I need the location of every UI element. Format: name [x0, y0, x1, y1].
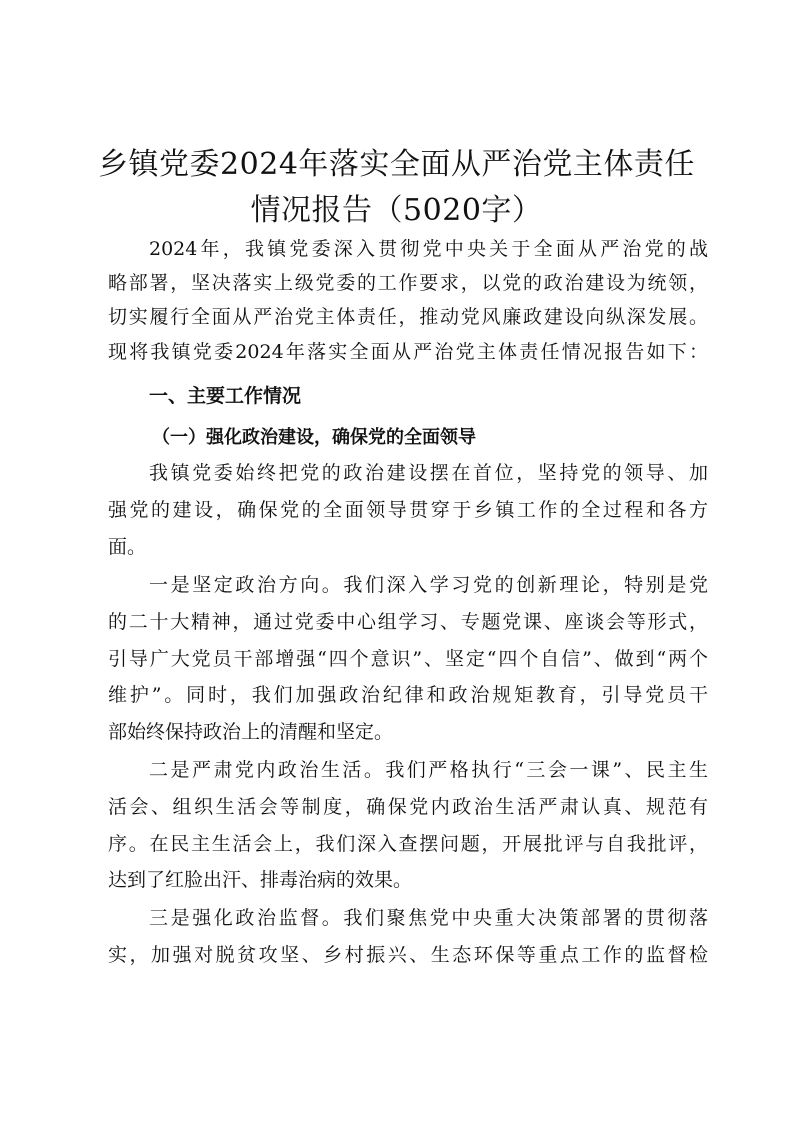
- paragraph-3-line-1: 二是严肃党内政治生活。我们严格执行“三会一课”、民主生: [149, 759, 708, 781]
- subsection-heading: （一）强化政治建设，确保党的全面领导: [152, 427, 476, 448]
- paragraph-2-line-2: 的二十大精神，通过党委中心组学习、专题党课、座谈会等形式，: [108, 611, 708, 633]
- section-heading: 一、主要工作情况: [149, 385, 302, 407]
- paragraph-3-line-4: 达到了红脸出汗、排毒治病的效果。: [108, 869, 413, 891]
- paragraph-2-line-1: 一是坚定政治方向。我们深入学习党的创新理论，特别是党: [149, 574, 708, 596]
- intro-line-1: 2024年，我镇党委深入贯彻党中央关于全面从严治党的战: [149, 238, 708, 260]
- paragraph-3-line-3: 序。在民主生活会上，我们深入查摆问题，开展批评与自我批评，: [108, 833, 708, 855]
- paragraph-1-line-3: 面。: [108, 536, 147, 558]
- intro-line-3: 切实履行全面从严治党主体责任，推动党风廉政建设向纵深发展。: [108, 306, 708, 328]
- paragraph-4-line-2: 实，加强对脱贫攻坚、乡村振兴、生态环保等重点工作的监督检: [108, 944, 708, 966]
- paragraph-2-line-4: 维护”。同时，我们加强政治纪律和政治规矩教育，引导党员干: [108, 684, 708, 706]
- document-title-line-1: 乡镇党委2024年落实全面从严治党主体责任: [98, 147, 695, 182]
- intro-line-4: 现将我镇党委2024年落实全面从严治党主体责任情况报告如下：: [108, 341, 708, 363]
- paragraph-3-line-2: 活会、组织生活会等制度，确保党内政治生活严肃认真、规范有: [108, 796, 708, 818]
- paragraph-2-line-5: 部始终保持政治上的清醒和坚定。: [108, 721, 394, 743]
- document-title-line-2: 情况报告（5020字）: [250, 193, 543, 228]
- paragraph-1-line-1: 我镇党委始终把党的政治建设摆在首位，坚持党的领导、加: [149, 462, 708, 484]
- paragraph-4-line-1: 三是强化政治监督。我们聚焦党中央重大决策部署的贯彻落: [149, 907, 708, 929]
- paragraph-1-line-2: 强党的建设，确保党的全面领导贯穿于乡镇工作的全过程和各方: [108, 499, 708, 521]
- intro-line-2: 略部署，坚决落实上级党委的工作要求，以党的政治建设为统领，: [108, 272, 708, 294]
- paragraph-2-line-3: 引导广大党员干部增强“四个意识”、坚定“四个自信”、做到“两个: [108, 648, 708, 670]
